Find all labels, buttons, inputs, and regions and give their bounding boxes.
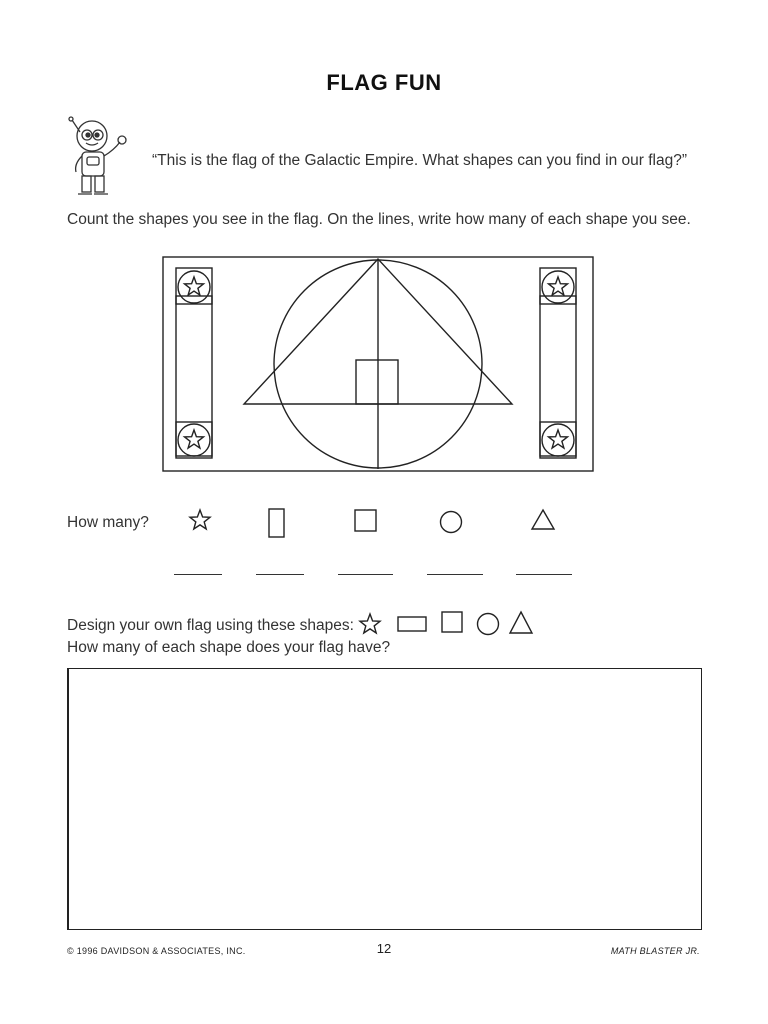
- page-number: 12: [376, 941, 392, 956]
- star-count-line[interactable]: [174, 574, 222, 575]
- flag-center-square: [356, 360, 398, 404]
- tall-rectangle-icon: [267, 507, 287, 539]
- footer-product: MATH BLASTER JR.: [610, 946, 700, 956]
- how-many-label: How many?: [67, 514, 149, 531]
- flag-top-left-box: [176, 268, 212, 304]
- rectangle-count-line[interactable]: [256, 574, 304, 575]
- triangle-icon: [508, 610, 534, 636]
- circle-icon: [438, 509, 464, 535]
- robot-mascot-illustration: [62, 112, 144, 202]
- flag-bottom-right-box: [540, 422, 576, 458]
- square-count-line[interactable]: [338, 574, 393, 575]
- robot-quote: “This is the flag of the Galactic Empire. What shapes can you find in our flag?”: [152, 152, 688, 169]
- rectangle-icon: [396, 614, 428, 634]
- circle-icon: [475, 611, 501, 637]
- star-icon: [188, 508, 212, 532]
- triangle-count-line[interactable]: [516, 574, 572, 575]
- flag-star: [185, 430, 204, 448]
- flag-star: [549, 430, 568, 448]
- flag-star: [549, 277, 568, 295]
- flag-drawing-area[interactable]: [67, 668, 702, 930]
- design-question: How many of each shape does your flag have?: [67, 639, 391, 656]
- star-icon: [358, 612, 382, 636]
- triangle-icon: [530, 508, 556, 532]
- square-icon: [353, 508, 379, 534]
- count-instruction: Count the shapes you see in the flag. On the lines, write how many of each shape you see.: [67, 211, 691, 228]
- design-prompt: Design your own flag using these shapes:: [67, 617, 354, 634]
- footer-copyright: © 1996 DAVIDSON & ASSOCIATES, INC.: [67, 946, 246, 956]
- flag-bottom-left-box: [176, 422, 212, 458]
- galactic-empire-flag: [162, 256, 594, 472]
- flag-star: [185, 277, 204, 295]
- flag-top-right-box: [540, 268, 576, 304]
- page-title: FLAG FUN: [326, 70, 442, 95]
- square-icon: [440, 610, 464, 634]
- circle-count-line[interactable]: [427, 574, 483, 575]
